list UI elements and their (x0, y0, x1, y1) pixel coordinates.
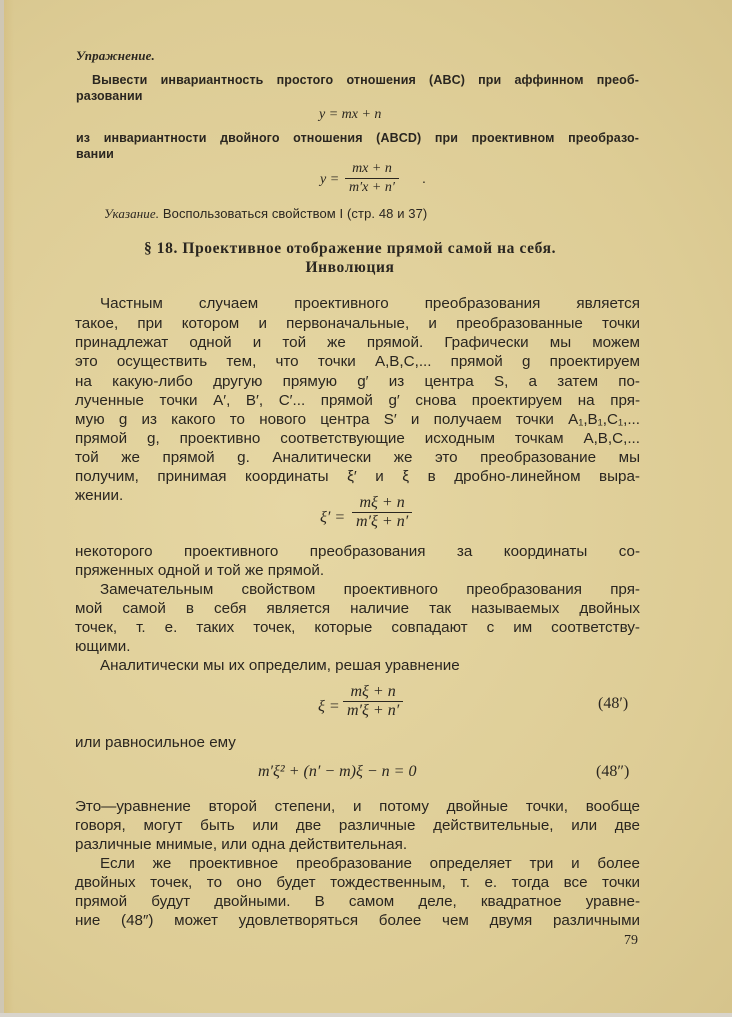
hint-label: Указание. (104, 206, 160, 221)
p1-line: прямой g, проективно соответствующие исходным точкам A,B,C,... (75, 430, 640, 447)
exercise-line-2: разовании (76, 89, 143, 103)
equation-number-48-prime: (48′) (598, 695, 629, 712)
p1-line: это осуществить тем, что точки A,B,C,... прямой g проектируем (75, 353, 640, 370)
formula-affine: y = mx + n (319, 107, 382, 122)
exercise-line-4: вании (76, 147, 114, 161)
formula-period: . (422, 170, 426, 186)
p7-line: двойных точек, то оно будет тождественным, т. е. тогда все точки (75, 874, 640, 891)
fraction-numerator: mξ + n (350, 683, 396, 700)
fraction-numerator: mx + n (352, 161, 392, 176)
p3-line: Замечательным свойством проективного преобразования пря- (100, 581, 640, 598)
p2-line: некоторого проективного преобразования за координаты со- (75, 543, 640, 560)
p1-line: лученные точки A′, B′, C′... прямой g′ снова проектируем на пря- (75, 392, 640, 409)
p7-line: Если же проективное преобразование определяет три и более (100, 855, 640, 872)
p1-line: мую g из какого то нового центра S′ и получаем точки A₁,B₁,C₁,... (75, 411, 640, 428)
hint-text: Воспользоваться свойством I (стр. 48 и 37) (162, 206, 428, 221)
p1-line: той же прямой g. Аналитически же это преобразование мы (75, 449, 640, 466)
formula-projective-fraction (345, 160, 399, 197)
p1-line: жении. (75, 487, 124, 504)
p1-line: на какую-либо другую прямую g′ из центра S, а затем по- (75, 373, 640, 390)
p3-line: точек, т. е. таких точек, которые совпадают с им соответству- (75, 619, 640, 636)
p1-line: получим, принимая координаты ξ′ и ξ в дробно-линейном выра- (75, 468, 640, 485)
p6-line: говоря, могут быть или две различные действительные, или две (75, 817, 640, 834)
p3-line: ющими. (75, 638, 131, 655)
p1-line: такое, при котором и первоначальные, и преобразованные точки (75, 315, 640, 332)
hint (104, 206, 427, 222)
p3-line: мой самой в себя является наличие так называемых двойных (75, 600, 640, 617)
p2-line: пряженных одной и той же прямой. (75, 562, 325, 579)
page-edge-shadow (0, 0, 4, 1017)
section-heading: § 18. Проективное отображение прямой самой на себя. (143, 240, 557, 257)
p7-line: ние (48″) может удовлетворяться более чем двумя различными (75, 912, 640, 929)
equation-number-48-double-prime: (48″) (596, 763, 630, 780)
p6-line: Это—уравнение второй степени, и потому двойные точки, вообще (75, 798, 640, 815)
section-subheading: Инволюция (305, 259, 395, 276)
exercise-title: Упражнение. (76, 48, 155, 63)
p1-line: принадлежат одной и той же прямой. Графически мы можем (75, 334, 640, 351)
p1-line: Частным случаем проективного преобразования является (100, 295, 640, 312)
formula-projective-lhs: y = (320, 172, 340, 187)
exercise-line-3: из инвариантности двойного отношения (ABCD) при проективном преобразо- (76, 131, 639, 145)
p5-line: или равносильное ему (75, 734, 236, 751)
formula-48pp: m′ξ² + (n′ − m)ξ − n = 0 (258, 763, 417, 780)
p7-line: прямой будут двойными. В самом деле, квадратное уравне- (75, 893, 640, 910)
fraction-denominator: m′ξ + n′ (352, 512, 412, 531)
fraction-denominator: m′ξ + n′ (343, 701, 403, 720)
fraction-numerator: mξ + n (359, 494, 405, 511)
fraction-denominator: m′x + n′ (345, 178, 399, 197)
formula-48p-lhs: ξ = (318, 698, 340, 715)
exercise-line-1: Вывести инвариантность простого отношения (ABC) при аффинном преоб- (92, 73, 639, 87)
formula-48p-fraction (343, 683, 403, 720)
p6-line: различные мнимые, или одна действительная. (75, 836, 408, 853)
formula-xi-prime-lhs: ξ′ = (320, 509, 346, 526)
p4-line: Аналитически мы их определим, решая уравнение (100, 657, 460, 674)
formula-xi-prime-fraction (352, 494, 412, 531)
page-number: 79 (624, 933, 638, 948)
page-bottom-edge (0, 1013, 732, 1017)
